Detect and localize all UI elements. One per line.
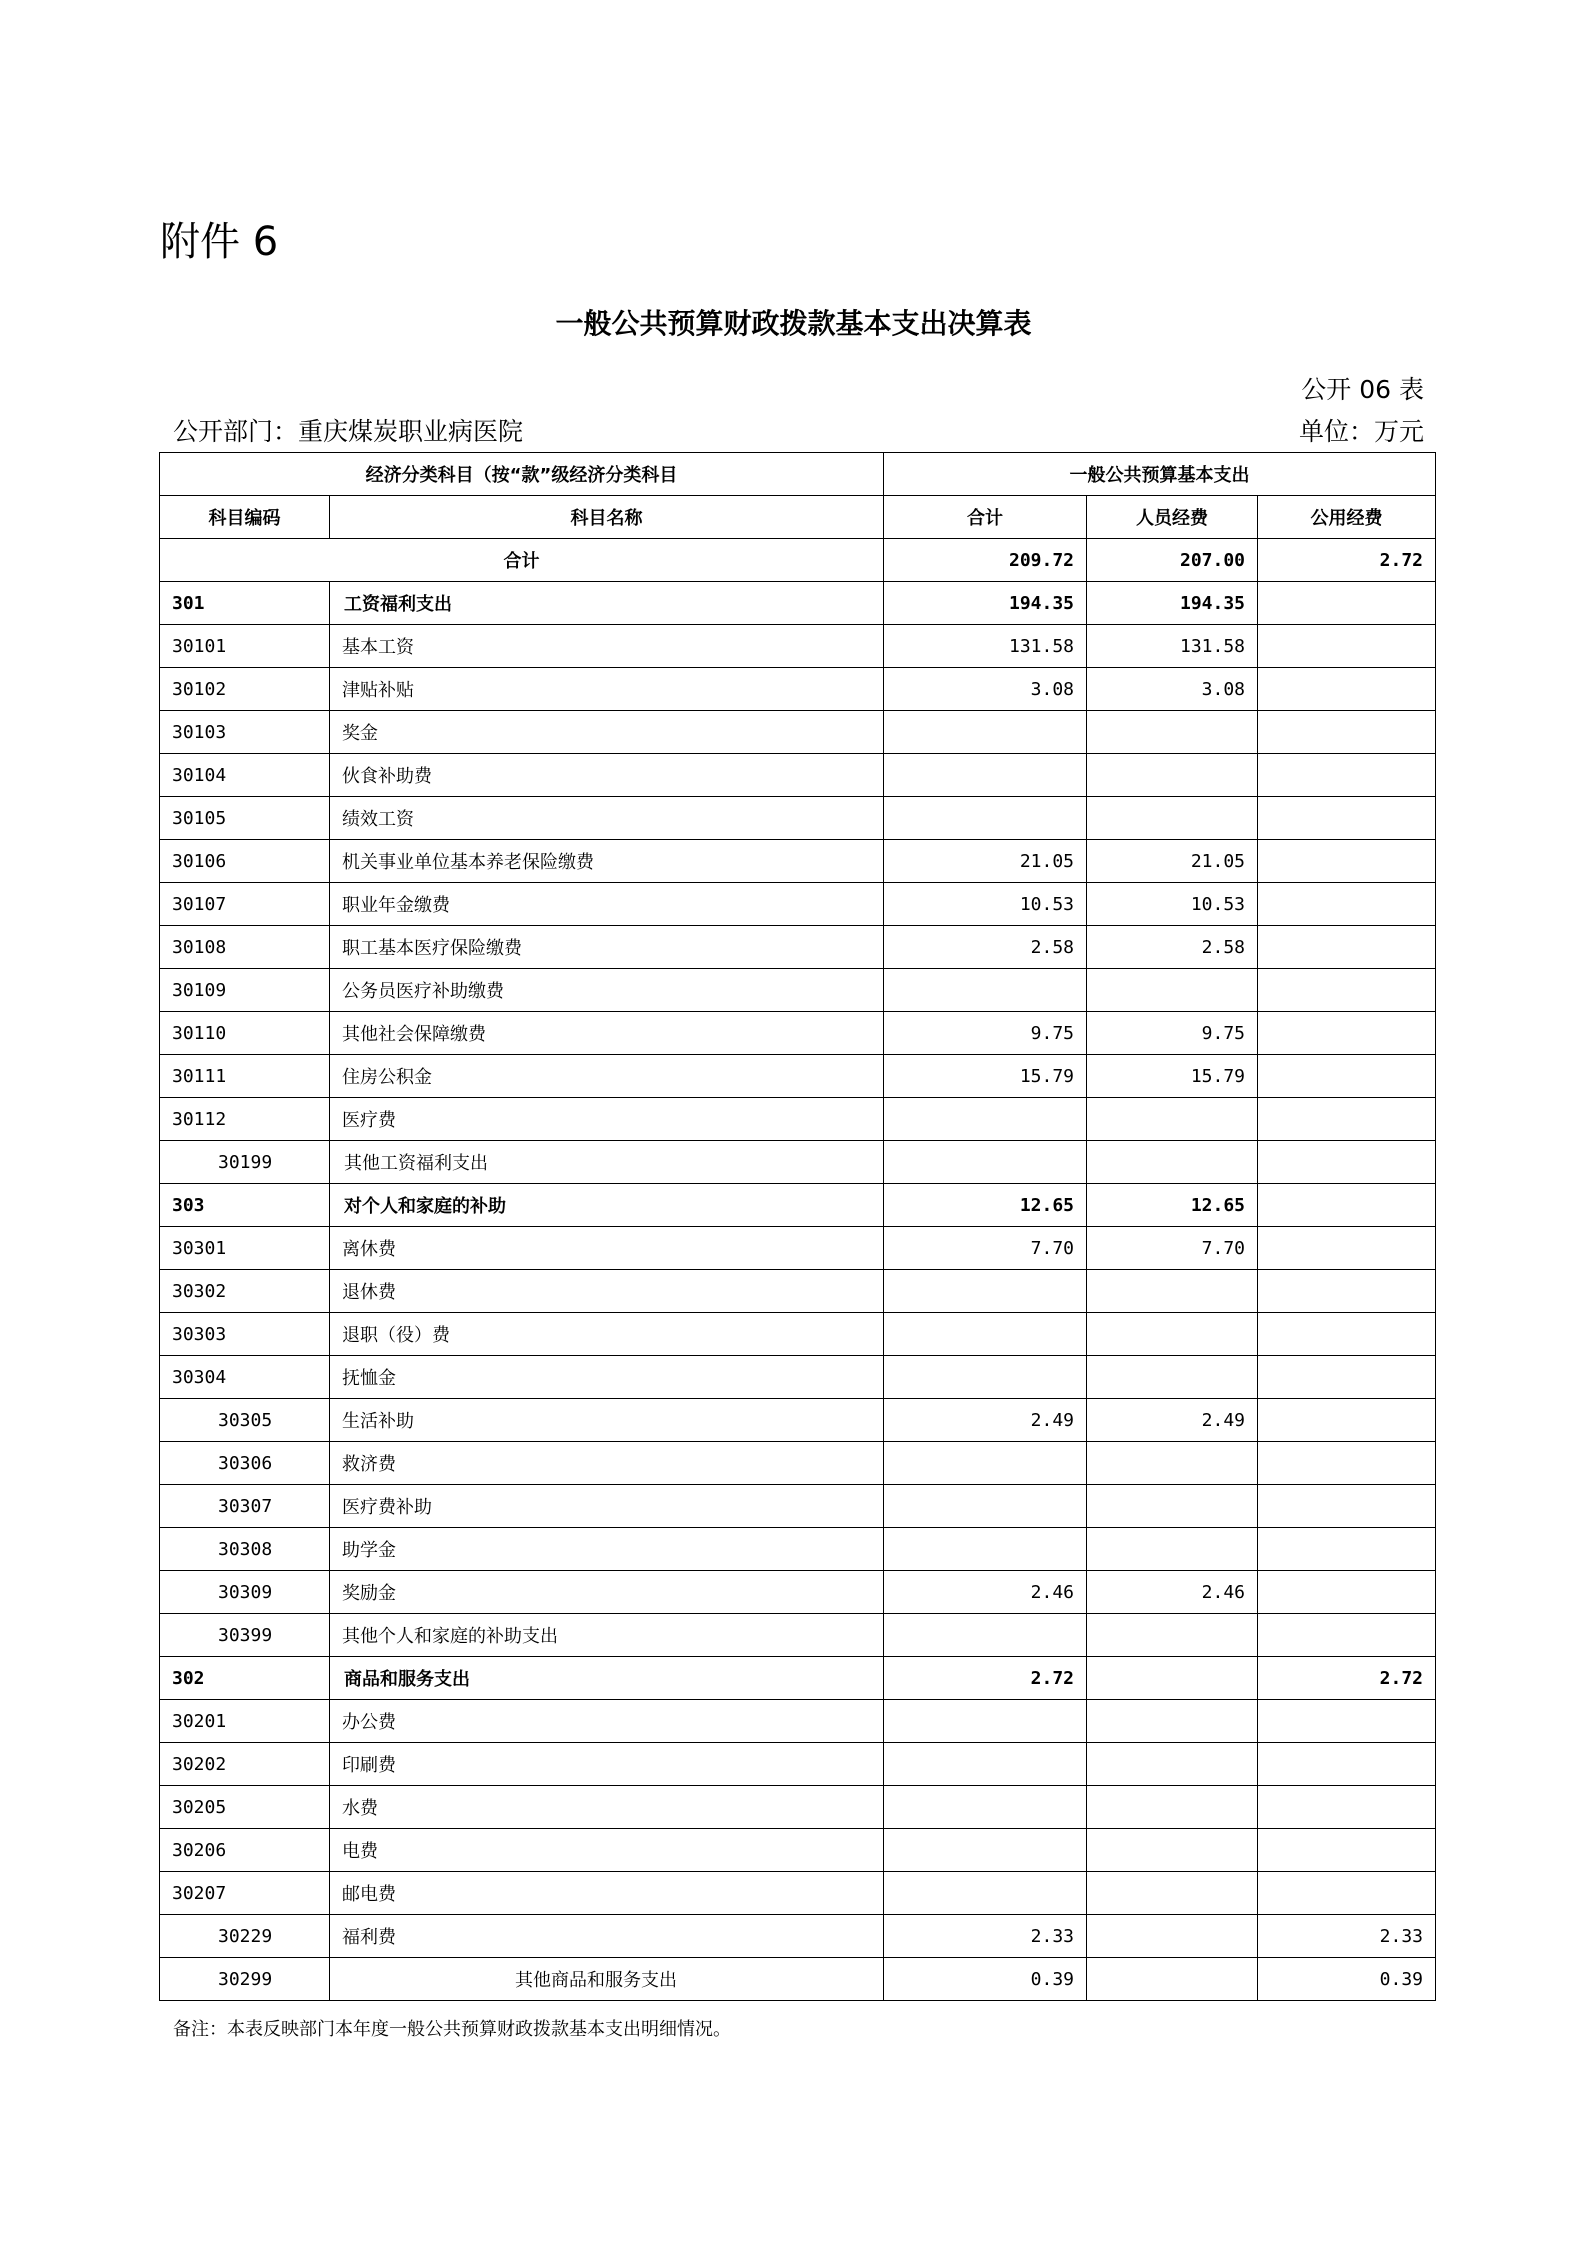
row-personnel: 2.58 [1087, 926, 1258, 969]
row-code: 30104 [160, 754, 330, 797]
row-public [1258, 1184, 1436, 1227]
table-row [160, 1356, 1436, 1399]
table-row [160, 1270, 1436, 1313]
total-personnel: 207.00 [1087, 539, 1258, 582]
row-personnel [1087, 1313, 1258, 1356]
row-total [884, 1528, 1087, 1571]
table-row [160, 1313, 1436, 1356]
header-group-right: 一般公共预算基本支出 [884, 453, 1436, 496]
table-row [160, 1055, 1436, 1098]
row-name: 电费 [330, 1829, 884, 1872]
row-name: 退休费 [330, 1270, 884, 1313]
table-row [160, 1528, 1436, 1571]
row-name: 商品和服务支出 [330, 1657, 884, 1700]
row-personnel [1087, 1485, 1258, 1528]
table-row [160, 1485, 1436, 1528]
row-code: 30105 [160, 797, 330, 840]
row-public [1258, 1356, 1436, 1399]
total-row [160, 539, 1436, 582]
row-name: 邮电费 [330, 1872, 884, 1915]
row-public [1258, 969, 1436, 1012]
total-total: 209.72 [884, 539, 1087, 582]
table-row [160, 754, 1436, 797]
row-public [1258, 1227, 1436, 1270]
row-code: 30229 [160, 1915, 330, 1958]
row-name: 对个人和家庭的补助 [330, 1184, 884, 1227]
table-row [160, 797, 1436, 840]
row-personnel: 9.75 [1087, 1012, 1258, 1055]
row-name: 公务员医疗补助缴费 [330, 969, 884, 1012]
row-public [1258, 1786, 1436, 1829]
table-row [160, 1614, 1436, 1657]
row-code: 30103 [160, 711, 330, 754]
row-public: 0.39 [1258, 1958, 1436, 2001]
row-public [1258, 625, 1436, 668]
row-name: 福利费 [330, 1915, 884, 1958]
row-total [884, 1872, 1087, 1915]
expenditure-table [159, 452, 1436, 2001]
row-name: 抚恤金 [330, 1356, 884, 1399]
row-public: 2.33 [1258, 1915, 1436, 1958]
row-public [1258, 1614, 1436, 1657]
row-name: 基本工资 [330, 625, 884, 668]
row-public: 2.72 [1258, 1657, 1436, 1700]
header-personnel: 人员经费 [1087, 496, 1258, 539]
table-row [160, 1657, 1436, 1700]
row-personnel [1087, 1356, 1258, 1399]
table-row [160, 1958, 1436, 2001]
table-row [160, 1571, 1436, 1614]
table-row [160, 1012, 1436, 1055]
row-code: 30299 [160, 1958, 330, 2001]
table-row [160, 711, 1436, 754]
total-public: 2.72 [1258, 539, 1436, 582]
row-personnel [1087, 1743, 1258, 1786]
row-name: 助学金 [330, 1528, 884, 1571]
row-public [1258, 1528, 1436, 1571]
row-total [884, 1700, 1087, 1743]
row-personnel [1087, 1829, 1258, 1872]
row-name: 离休费 [330, 1227, 884, 1270]
table-row [160, 1786, 1436, 1829]
attachment-label: 附件 6 [160, 219, 279, 265]
row-public [1258, 582, 1436, 625]
row-code: 30107 [160, 883, 330, 926]
row-name: 救济费 [330, 1442, 884, 1485]
row-personnel [1087, 1442, 1258, 1485]
row-personnel [1087, 1872, 1258, 1915]
row-code: 30110 [160, 1012, 330, 1055]
header-column-row [160, 496, 1436, 539]
row-personnel [1087, 1614, 1258, 1657]
row-personnel [1087, 1700, 1258, 1743]
row-public [1258, 1270, 1436, 1313]
footnote: 备注：本表反映部门本年度一般公共预算财政拨款基本支出明细情况。 [173, 2019, 731, 2040]
row-name: 津贴补贴 [330, 668, 884, 711]
row-personnel: 10.53 [1087, 883, 1258, 926]
row-public [1258, 797, 1436, 840]
row-personnel [1087, 1958, 1258, 2001]
row-total [884, 797, 1087, 840]
row-total: 2.33 [884, 1915, 1087, 1958]
row-total: 2.58 [884, 926, 1087, 969]
table-row [160, 840, 1436, 883]
row-total [884, 1743, 1087, 1786]
table-row [160, 1399, 1436, 1442]
row-personnel: 12.65 [1087, 1184, 1258, 1227]
row-code: 301 [160, 582, 330, 625]
row-name: 奖励金 [330, 1571, 884, 1614]
row-code: 30201 [160, 1700, 330, 1743]
row-public [1258, 1399, 1436, 1442]
row-name: 工资福利支出 [330, 582, 884, 625]
row-personnel [1087, 711, 1258, 754]
row-total [884, 969, 1087, 1012]
row-total [884, 1614, 1087, 1657]
row-public [1258, 1313, 1436, 1356]
row-code: 30106 [160, 840, 330, 883]
row-personnel: 2.49 [1087, 1399, 1258, 1442]
row-total: 9.75 [884, 1012, 1087, 1055]
row-code: 30305 [160, 1399, 330, 1442]
row-total: 12.65 [884, 1184, 1087, 1227]
row-personnel [1087, 754, 1258, 797]
row-code: 30205 [160, 1786, 330, 1829]
row-name: 退职（役）费 [330, 1313, 884, 1356]
row-public [1258, 711, 1436, 754]
row-name: 其他工资福利支出 [330, 1141, 884, 1184]
row-name: 其他商品和服务支出 [330, 1958, 884, 2001]
row-personnel [1087, 1141, 1258, 1184]
table-row [160, 582, 1436, 625]
row-personnel [1087, 1786, 1258, 1829]
row-public [1258, 1872, 1436, 1915]
row-code: 30308 [160, 1528, 330, 1571]
row-total [884, 1485, 1087, 1528]
header-group-row [160, 453, 1436, 496]
row-total [884, 1270, 1087, 1313]
row-total: 10.53 [884, 883, 1087, 926]
row-code: 30202 [160, 1743, 330, 1786]
table-row [160, 625, 1436, 668]
header-group-left: 经济分类科目（按“款”级经济分类科目 [160, 453, 884, 496]
row-code: 30301 [160, 1227, 330, 1270]
form-number: 公开 06 表 [1301, 375, 1424, 404]
row-name: 伙食补助费 [330, 754, 884, 797]
table-row [160, 926, 1436, 969]
row-public [1258, 754, 1436, 797]
row-public [1258, 1442, 1436, 1485]
row-total: 15.79 [884, 1055, 1087, 1098]
row-code: 30399 [160, 1614, 330, 1657]
row-personnel [1087, 1657, 1258, 1700]
row-code: 30302 [160, 1270, 330, 1313]
row-total: 2.46 [884, 1571, 1087, 1614]
row-total [884, 711, 1087, 754]
row-name: 奖金 [330, 711, 884, 754]
row-total: 2.72 [884, 1657, 1087, 1700]
row-code: 30306 [160, 1442, 330, 1485]
row-personnel [1087, 1528, 1258, 1571]
row-public [1258, 1141, 1436, 1184]
row-personnel: 194.35 [1087, 582, 1258, 625]
row-total [884, 754, 1087, 797]
header-code: 科目编码 [160, 496, 330, 539]
department-label: 公开部门：重庆煤炭职业病医院 [173, 417, 524, 446]
row-code: 30206 [160, 1829, 330, 1872]
table-row [160, 668, 1436, 711]
row-public [1258, 1012, 1436, 1055]
row-public [1258, 1098, 1436, 1141]
row-total: 131.58 [884, 625, 1087, 668]
row-name: 其他社会保障缴费 [330, 1012, 884, 1055]
table-row [160, 1915, 1436, 1958]
row-code: 30304 [160, 1356, 330, 1399]
total-label: 合计 [160, 539, 884, 582]
row-personnel [1087, 1098, 1258, 1141]
row-total: 0.39 [884, 1958, 1087, 2001]
page-title: 一般公共预算财政拨款基本支出决算表 [555, 307, 1032, 340]
table-row [160, 883, 1436, 926]
table-row [160, 1098, 1436, 1141]
row-name: 印刷费 [330, 1743, 884, 1786]
row-total [884, 1829, 1087, 1872]
row-name: 职工基本医疗保险缴费 [330, 926, 884, 969]
row-total [884, 1141, 1087, 1184]
row-personnel: 3.08 [1087, 668, 1258, 711]
row-total: 7.70 [884, 1227, 1087, 1270]
row-code: 303 [160, 1184, 330, 1227]
table-row [160, 1743, 1436, 1786]
row-total: 194.35 [884, 582, 1087, 625]
row-code: 30102 [160, 668, 330, 711]
row-personnel: 7.70 [1087, 1227, 1258, 1270]
row-public [1258, 668, 1436, 711]
row-code: 302 [160, 1657, 330, 1700]
row-name: 绩效工资 [330, 797, 884, 840]
row-name: 水费 [330, 1786, 884, 1829]
row-name: 办公费 [330, 1700, 884, 1743]
row-code: 30303 [160, 1313, 330, 1356]
row-name: 生活补助 [330, 1399, 884, 1442]
header-total: 合计 [884, 496, 1087, 539]
row-code: 30309 [160, 1571, 330, 1614]
row-name: 医疗费 [330, 1098, 884, 1141]
row-public [1258, 1055, 1436, 1098]
table-row [160, 1184, 1436, 1227]
row-public [1258, 883, 1436, 926]
unit-label: 单位：万元 [1298, 417, 1424, 446]
row-code: 30207 [160, 1872, 330, 1915]
row-personnel [1087, 1270, 1258, 1313]
row-personnel [1087, 969, 1258, 1012]
row-total [884, 1098, 1087, 1141]
row-total [884, 1442, 1087, 1485]
table-row [160, 1442, 1436, 1485]
row-personnel: 2.46 [1087, 1571, 1258, 1614]
row-name: 住房公积金 [330, 1055, 884, 1098]
row-public [1258, 840, 1436, 883]
row-code: 30111 [160, 1055, 330, 1098]
row-total: 21.05 [884, 840, 1087, 883]
row-code: 30101 [160, 625, 330, 668]
row-code: 30109 [160, 969, 330, 1012]
row-public [1258, 1743, 1436, 1786]
header-name: 科目名称 [330, 496, 884, 539]
table-row [160, 1141, 1436, 1184]
row-public [1258, 926, 1436, 969]
row-public [1258, 1829, 1436, 1872]
table-row [160, 1872, 1436, 1915]
row-code: 30199 [160, 1141, 330, 1184]
row-total: 3.08 [884, 668, 1087, 711]
row-name: 医疗费补助 [330, 1485, 884, 1528]
row-name: 机关事业单位基本养老保险缴费 [330, 840, 884, 883]
table-row [160, 1227, 1436, 1270]
row-name: 其他个人和家庭的补助支出 [330, 1614, 884, 1657]
table-row [160, 969, 1436, 1012]
row-personnel: 21.05 [1087, 840, 1258, 883]
row-name: 职业年金缴费 [330, 883, 884, 926]
table-row [160, 1700, 1436, 1743]
table-row [160, 1829, 1436, 1872]
row-total [884, 1313, 1087, 1356]
row-public [1258, 1700, 1436, 1743]
row-public [1258, 1571, 1436, 1614]
row-personnel: 15.79 [1087, 1055, 1258, 1098]
row-code: 30307 [160, 1485, 330, 1528]
row-total [884, 1356, 1087, 1399]
row-personnel [1087, 1915, 1258, 1958]
header-public: 公用经费 [1258, 496, 1436, 539]
row-public [1258, 1485, 1436, 1528]
row-code: 30108 [160, 926, 330, 969]
row-personnel: 131.58 [1087, 625, 1258, 668]
row-total: 2.49 [884, 1399, 1087, 1442]
row-code: 30112 [160, 1098, 330, 1141]
row-personnel [1087, 797, 1258, 840]
row-total [884, 1786, 1087, 1829]
